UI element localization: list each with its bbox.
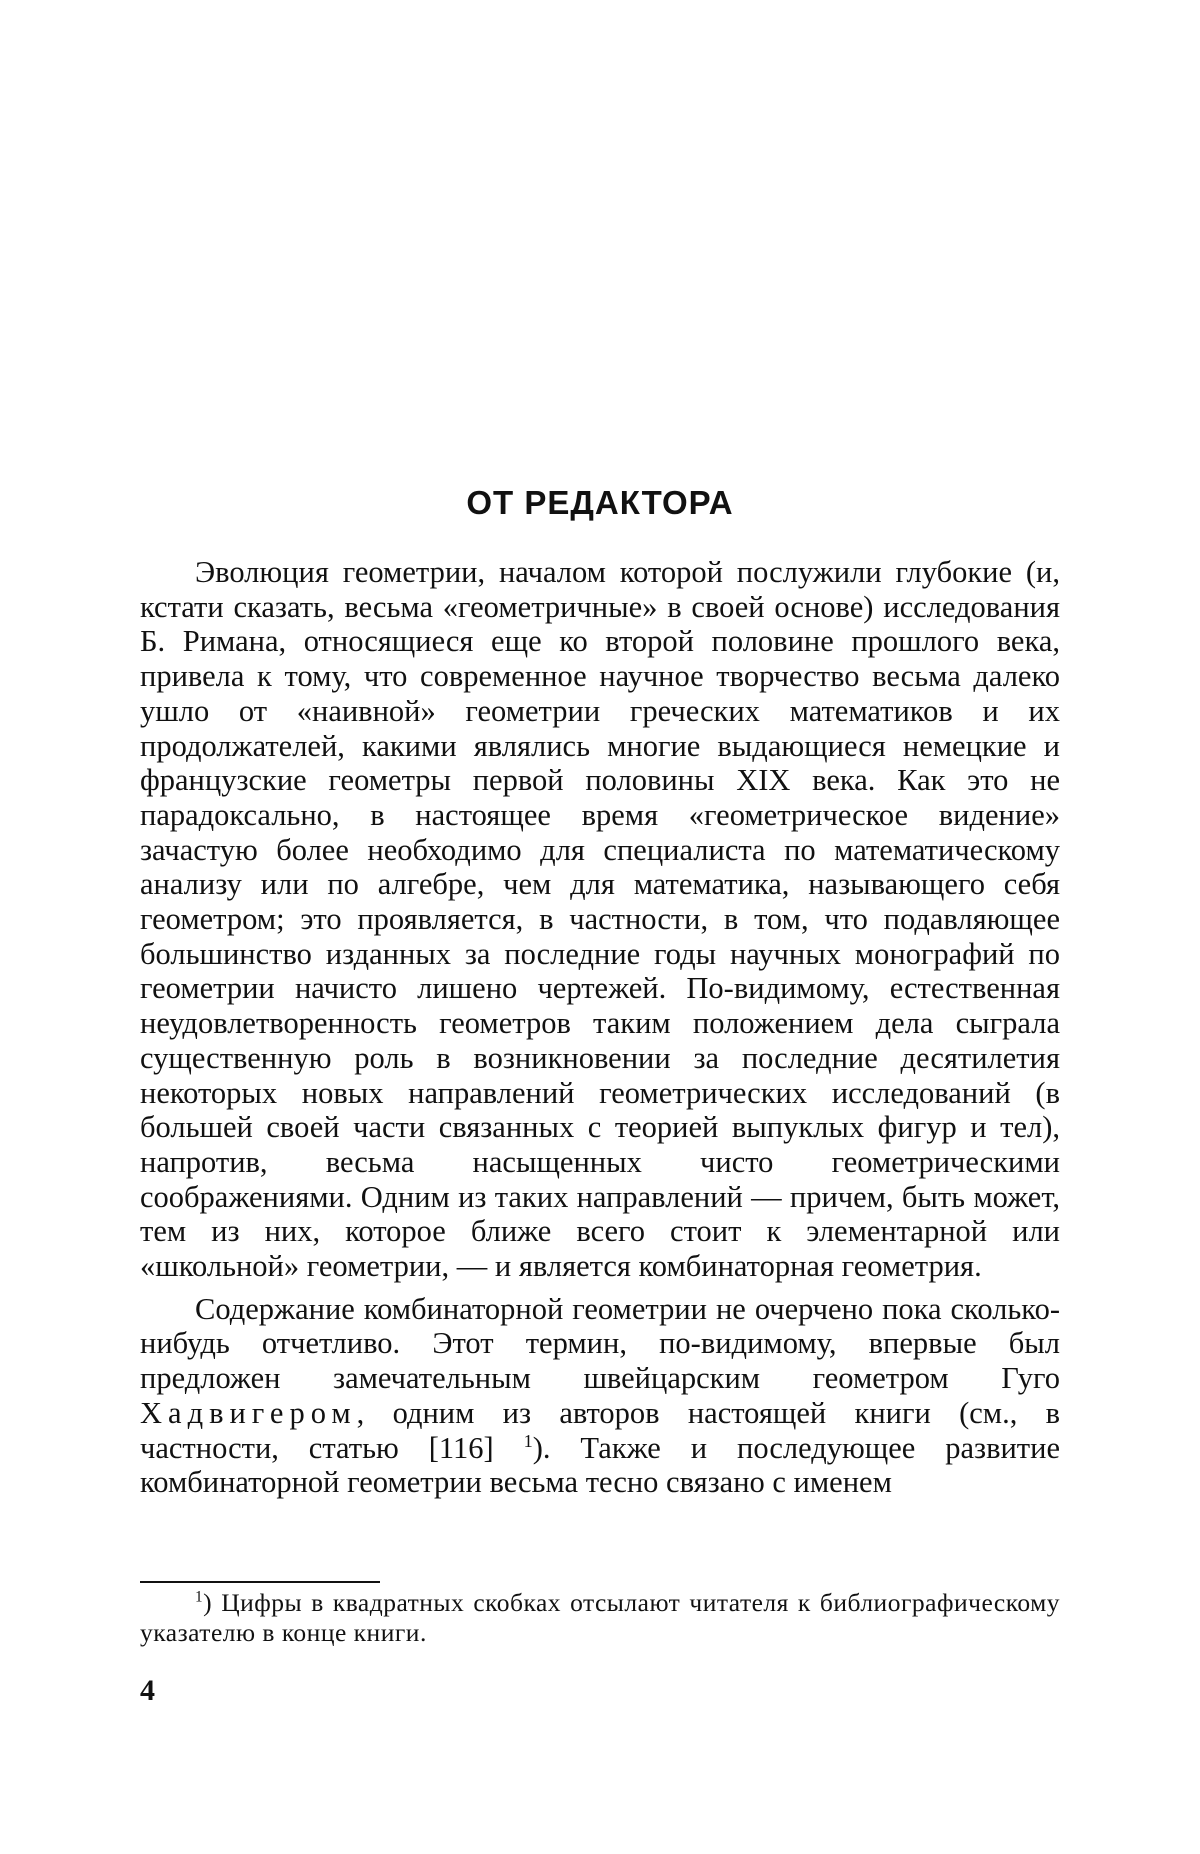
- paragraph-1: Эволюция геометрии, началом которой послужили глубокие (и, кстати сказать, весьма «геометричные» в своей основе) исследования Б. Римана, относящиеся еще ко второй половине прошлого века, привела к тому, что современное научное творчество весьма далеко ушло от «наивной» геометрии греческих математиков и их продолжателей, какими являлись многие выдающиеся немецкие и французские геометры первой половины XIX века. Как это не парадоксально, в настоящее время «геометрическое видение» зачастую более необходимо для специалиста по математическому анализу или по алгебре, чем для математика, называющего себя геометром; это проявляется, в частности, в том, что подавляющее большинство изданных за последние годы научных монографий по геометрии начисто лишено чертежей. По-видимому, естественная неудовлетворенность геометров таким положением дела сыграла существенную роль в возникновении за последние десятилетия некоторых новых направлений геометрических исследований (в большей своей части связанных с теорией выпуклых фигур и тел), напротив, весьма насыщенных чисто геометрическими соображениями. Одним из таких направлений — причем, быть может, тем из них, которое ближе всего стоит к элементарной или «школьной» геометрии, — и является комбинаторная геометрия.: [140, 555, 1060, 1284]
- page-number: 4: [140, 1674, 155, 1707]
- page-title: ОТ РЕДАКТОРА: [466, 484, 734, 521]
- paragraph-2-text-start: Содержание комбинаторной геометрии не очерчено пока сколько-нибудь отчетливо. Этот термин, по-видимому, впервые был предложен замечательным швейцарским геометром Гуго: [140, 1291, 1060, 1396]
- body-text: [140, 555, 1060, 1500]
- footnote: [140, 1588, 1060, 1648]
- author-name-spaced: Хадвигером: [140, 1395, 357, 1430]
- paragraph-2-text-middle: , одним из авторов настоящей книги (см., в частности, статью [116]: [140, 1395, 1060, 1465]
- footnote-mark: 1: [195, 1588, 204, 1606]
- footnote-divider: [140, 1581, 380, 1583]
- footnote-text: ) Цифры в квадратных скобках отсылают читателя к библиографическому указателю в конце книги.: [140, 1588, 1060, 1647]
- paragraph-2-text-end: ). Также и последующее развитие комбинаторной геометрии весьма тесно связано с именем: [140, 1430, 1060, 1500]
- paragraph-2: [140, 1292, 1060, 1500]
- footnote-reference: 1: [523, 1430, 533, 1451]
